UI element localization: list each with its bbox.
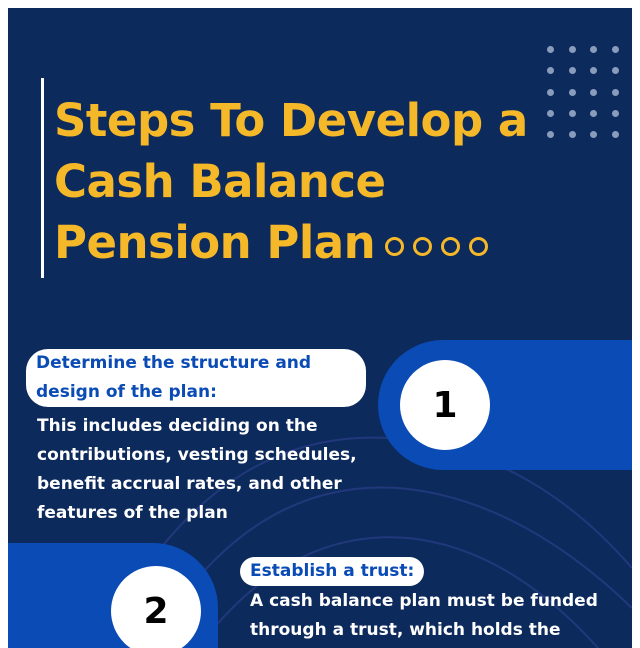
dot — [569, 89, 576, 96]
dot — [547, 46, 554, 53]
step-2-number-badge: 2 — [111, 566, 201, 648]
page-title — [54, 90, 528, 273]
dot — [547, 89, 554, 96]
dot — [547, 110, 554, 117]
step-1-body: This includes deciding on the contributions, vesting schedules, benefit accrual rates, and other features of the plan — [37, 416, 357, 523]
dot — [569, 46, 576, 53]
dot — [590, 46, 597, 53]
dot — [612, 67, 619, 74]
title-line-3: Pension Plan — [54, 216, 376, 269]
dot — [590, 110, 597, 117]
dot — [612, 110, 619, 117]
title-accent-bar — [41, 78, 44, 278]
dot — [612, 89, 619, 96]
dot — [612, 46, 619, 53]
dot — [612, 131, 619, 138]
title-line-2: Cash Balance — [54, 155, 386, 208]
dot — [569, 131, 576, 138]
dot — [569, 110, 576, 117]
step-2-body: A cash balance plan must be funded through a trust, which holds the — [250, 591, 598, 640]
infographic-card — [8, 8, 632, 648]
step-1-heading: Determine the structure and design of the plan: — [26, 349, 366, 407]
step-1-number-badge: 1 — [400, 360, 490, 450]
title-line-1: Steps To Develop a — [54, 94, 528, 147]
dot — [569, 67, 576, 74]
step-2-heading: Establish a trust: — [240, 557, 424, 586]
dot — [590, 89, 597, 96]
ring-decoration-icon — [385, 212, 497, 273]
